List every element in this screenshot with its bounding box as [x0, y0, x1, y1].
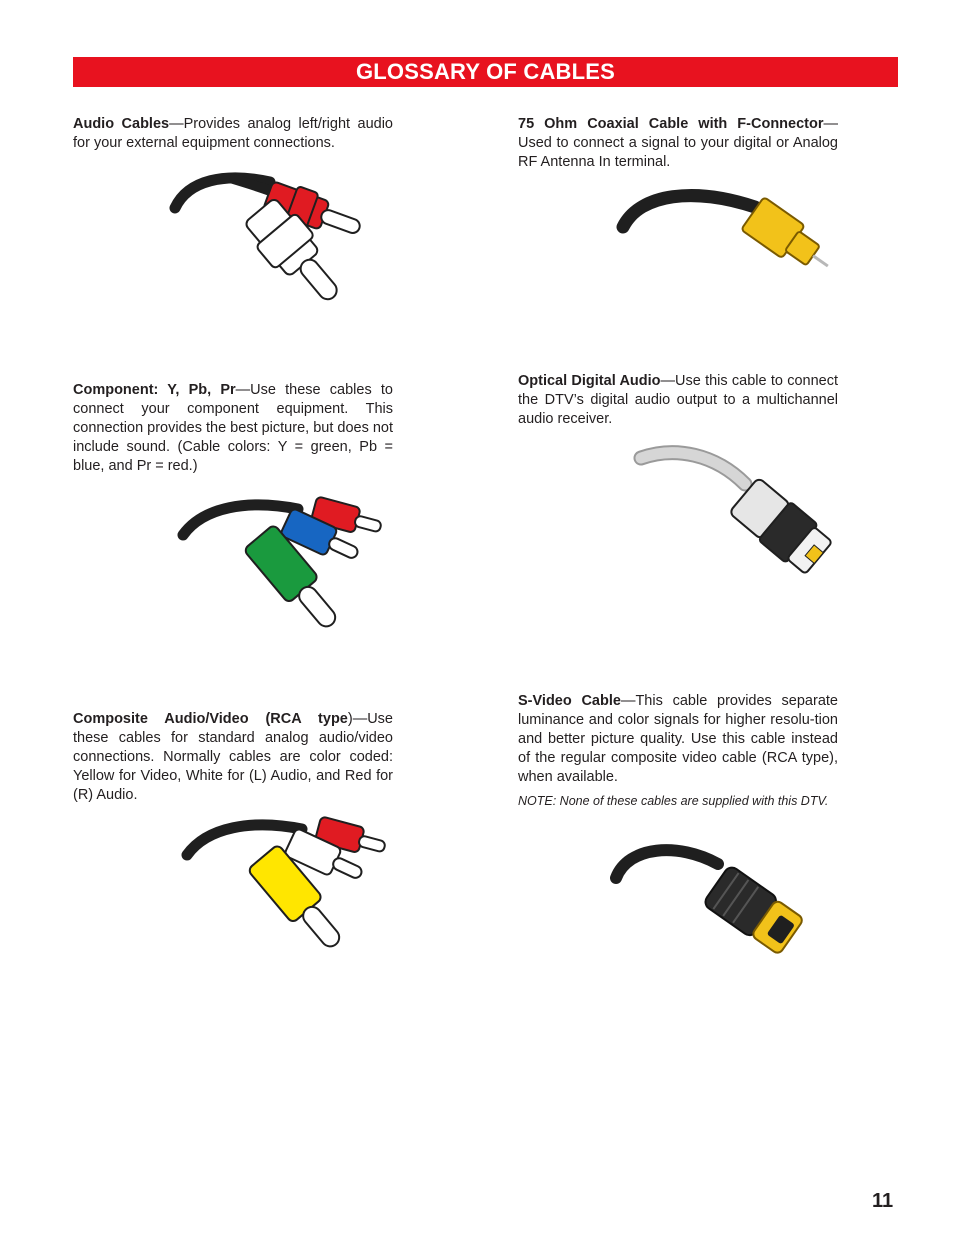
optical-cable-illustration [635, 440, 825, 565]
description-component-cables: —Use these cables to connect your component equipment. This connection provides the best picture, but does not include sound. (Cable colors: Y = green, Pb = blue, and Pr = red.) [73, 382, 394, 474]
component-cable-illustration [178, 495, 388, 620]
term-component-cables: Component: Y, Pb, Pr [73, 382, 236, 398]
term-composite-cables: Composite Audio/Video (RCA type [73, 711, 348, 727]
note [518, 793, 840, 810]
coaxial-cable-illustration [615, 185, 830, 280]
description-composite-cables: )—Use these cables for standard analog audio/video connections. Normally cables are color coded: Yellow for Video, White for (L) Audio, and Red for (R) Audio. [73, 711, 393, 803]
entry-svideo-cable [518, 692, 838, 787]
description-audio-cables: —Provides analog left/right audio for your external equipment connections. [73, 116, 393, 151]
entry-audio-cables [73, 115, 393, 153]
term-svideo-cable: S-Video Cable [518, 693, 621, 709]
entry-optical-audio [518, 372, 838, 429]
header-bar [73, 57, 898, 87]
note-text: : None of these cables are supplied with this DTV. [552, 794, 829, 808]
entry-coaxial-cable [518, 115, 838, 172]
description-svideo-cable: —This cable provides separate luminance and color signals for higher resolu-tion and better picture quality. Use this cable instead of the regular composite video cable (RCA type), when available. [518, 693, 838, 785]
term-audio-cables: Audio Cables [73, 116, 170, 132]
description-coaxial-cable: —Used to connect a signal to your digital or Analog RF Antenna In terminal. [518, 116, 838, 170]
entry-component-cables [73, 381, 393, 476]
composite-cable-illustration [182, 815, 392, 940]
term-optical-audio: Optical Digital Audio [518, 373, 661, 389]
term-coaxial-cable: 75 Ohm Coaxial Cable with F-Connector [518, 116, 824, 132]
svideo-cable-illustration [608, 838, 818, 958]
entry-composite-cables [73, 710, 393, 805]
description-optical-audio: —Use this cable to connect the DTV’s digital audio output to a multichannel audio receiver. [518, 373, 838, 427]
note-label: NOTE [518, 794, 553, 808]
page-title: GLOSSARY OF CABLES [355, 59, 616, 84]
audio-cable-illustration [170, 170, 380, 295]
page-number: 11 [872, 1190, 894, 1212]
